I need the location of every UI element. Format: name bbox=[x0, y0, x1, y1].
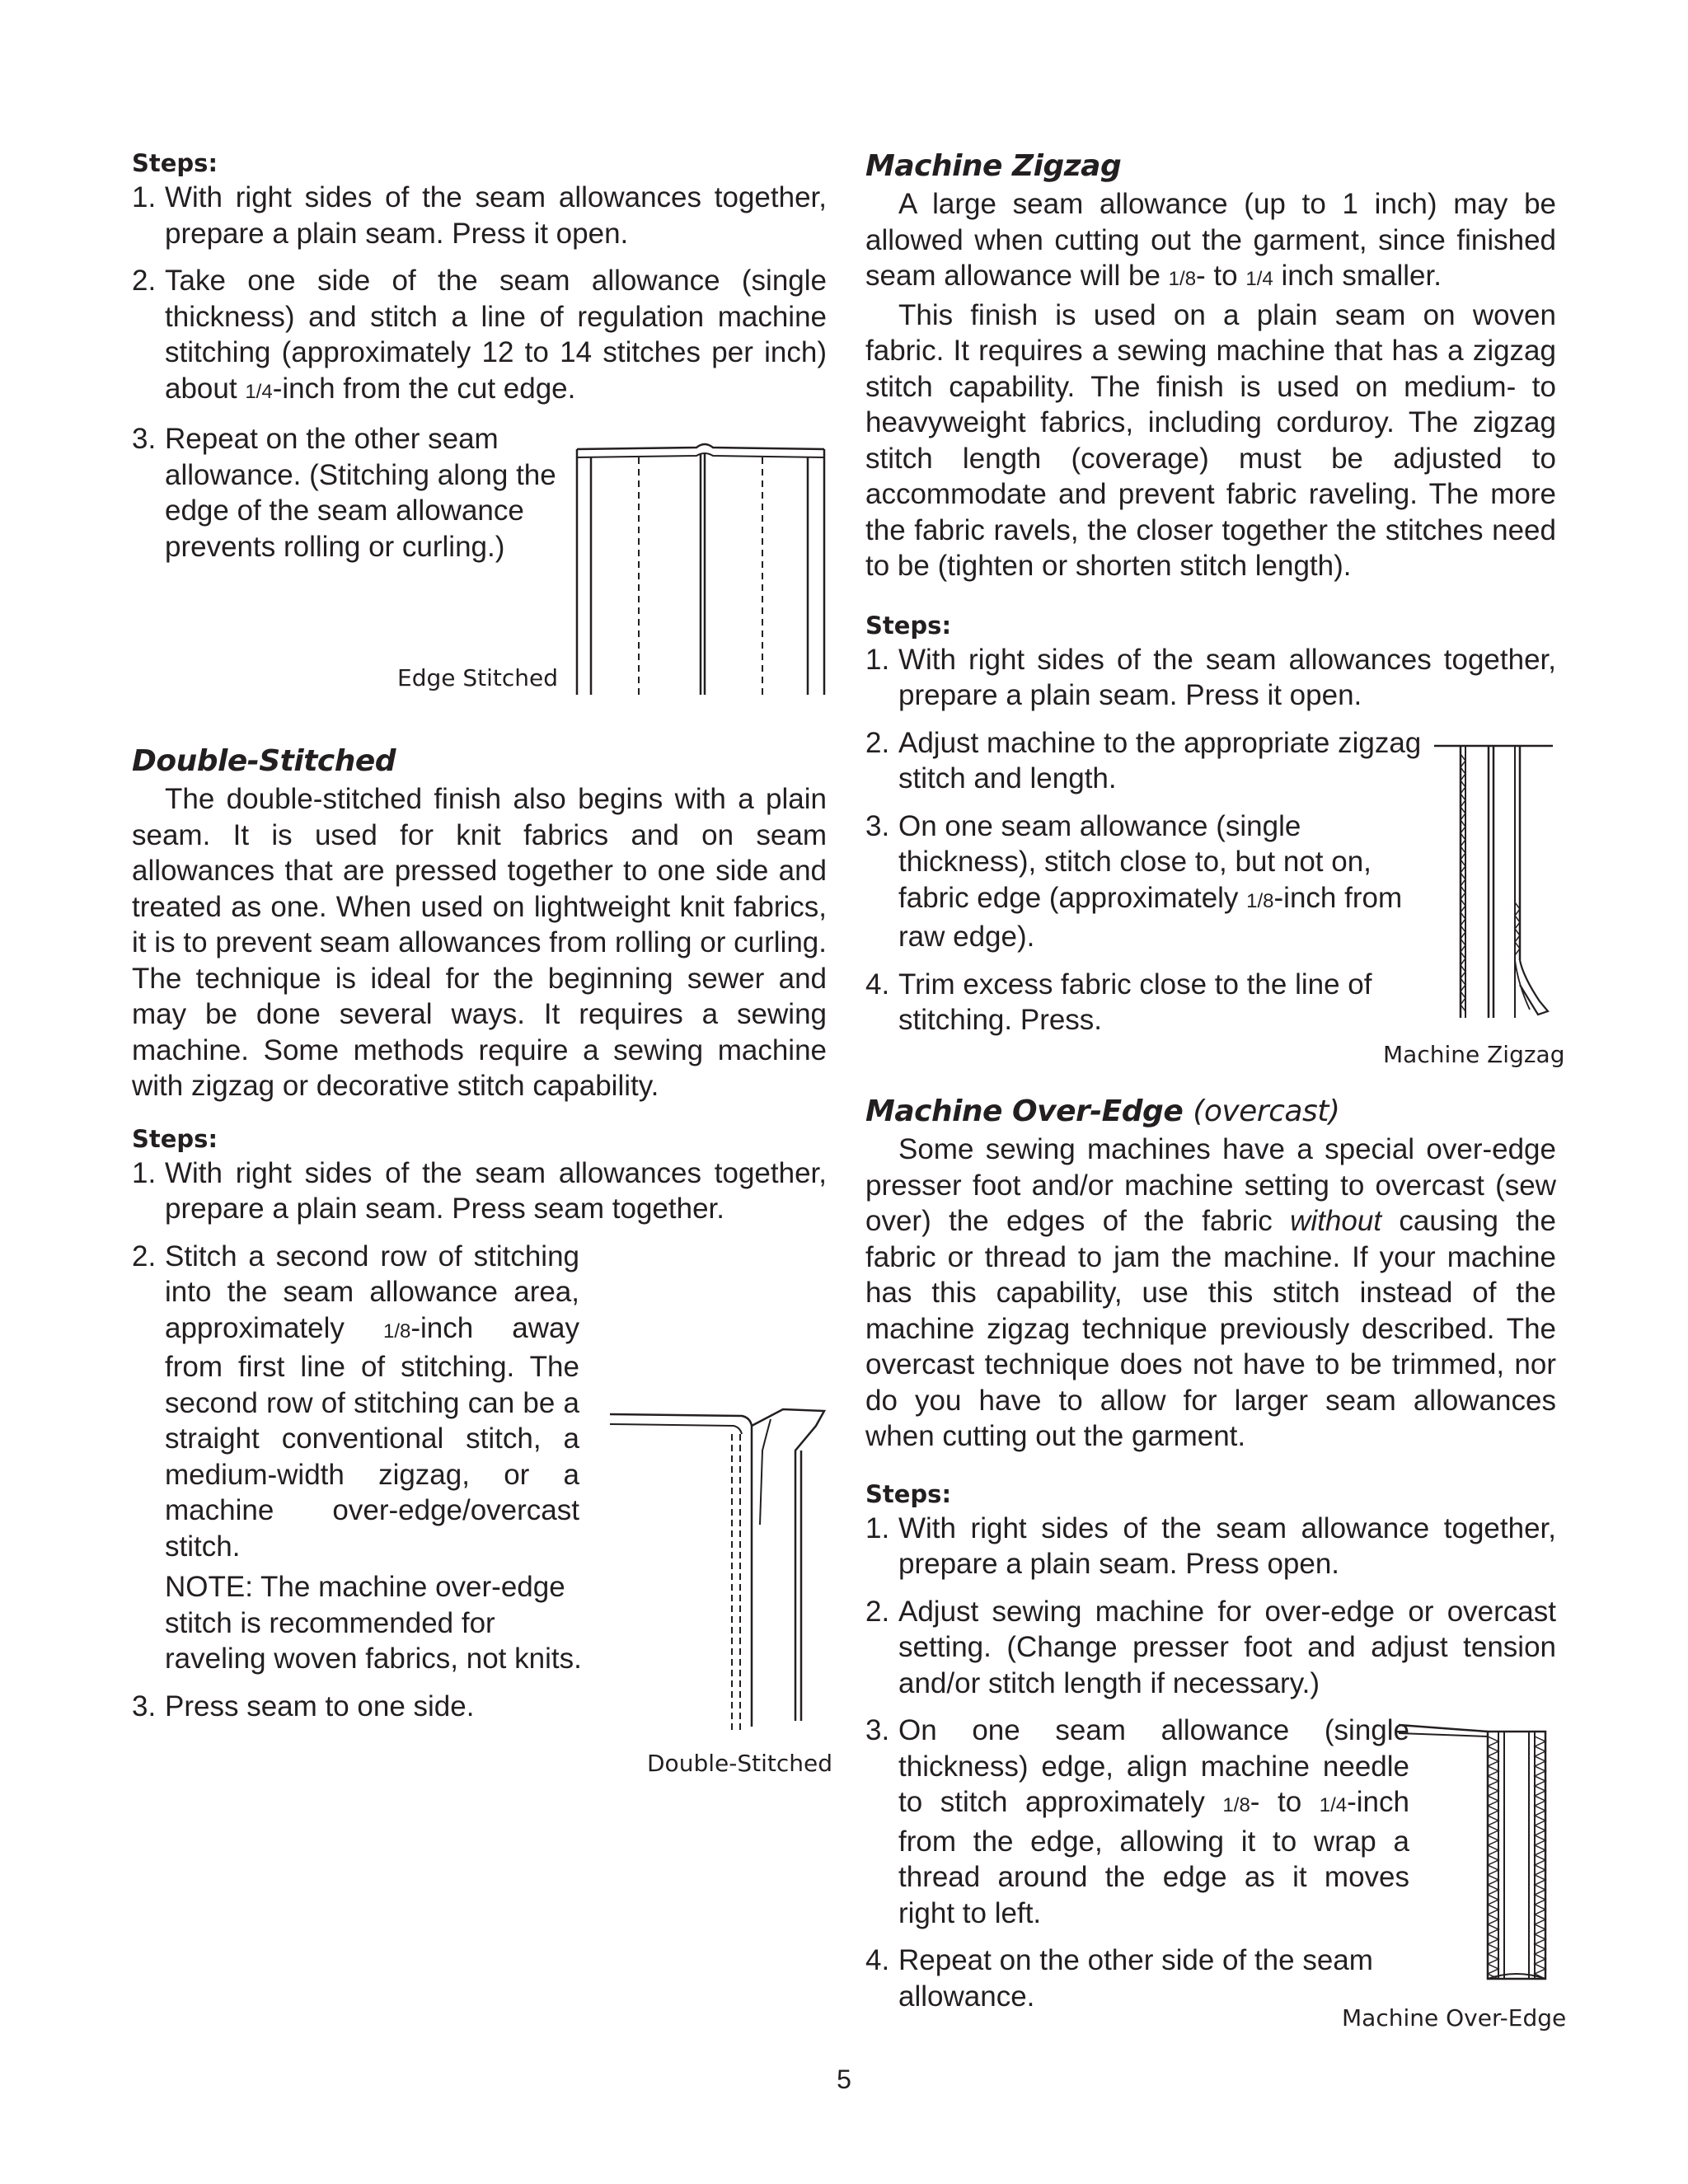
text: - to bbox=[1196, 260, 1246, 292]
list-item bbox=[132, 263, 827, 410]
step-text: On one seam allowance (single thickness) edge, align machine needle to stitch approximately bbox=[898, 1714, 1409, 1818]
step-number: 1. bbox=[132, 1156, 157, 1189]
double-stitched-figure bbox=[610, 1401, 832, 1731]
list-item bbox=[865, 642, 1556, 714]
list-item bbox=[865, 967, 1426, 1038]
machine-over-edge-heading bbox=[865, 1092, 1556, 1132]
step-text: Take one side of the seam allowance (single thickness) and stitch a line of regulation machine stitching (approximately 12 to 14 stitches per inch) about bbox=[165, 265, 827, 405]
fraction: 1/8 bbox=[382, 1319, 411, 1343]
step-number: 2. bbox=[865, 726, 890, 759]
page-number: 5 bbox=[837, 2064, 851, 2094]
machine-zigzag-heading: Machine Zigzag bbox=[865, 149, 1122, 183]
step-text: Repeat on the other seam allowance. (Stitching along the edge of the seam allowance prevents rolling or curling.) bbox=[165, 423, 556, 563]
step-text: -inch from the edge, allowing it to wrap a thread around the edge as it moves right to left. bbox=[898, 1786, 1409, 1929]
list-item bbox=[865, 1594, 1556, 1702]
fraction: 1/8 bbox=[1168, 268, 1197, 290]
note: NOTE: The machine over-edge stitch is recommended for raveling woven fabrics, not knits. bbox=[165, 1571, 582, 1675]
step-text: Repeat on the other side of the seam allowance. bbox=[898, 1944, 1373, 2013]
step-number: 4. bbox=[865, 968, 890, 1001]
step-text: With right sides of the seam allowances together, prepare a plain seam. Press it open. bbox=[165, 181, 827, 250]
edge-stitched-figure bbox=[573, 433, 828, 696]
step-text: Adjust machine to the appropriate zigzag stitch and length. bbox=[898, 726, 1422, 794]
step-number: 1. bbox=[865, 1511, 890, 1544]
steps-label: Steps: bbox=[865, 611, 952, 640]
list-item bbox=[132, 1155, 827, 1227]
fraction: 1/8 bbox=[1246, 889, 1274, 912]
step-text: With right sides of the seam allowance together, prepare a plain seam. Press open. bbox=[898, 1511, 1556, 1580]
text: A large seam allowance (up to 1 inch) may be allowed when cutting out the garment, since finished seam allowance will be bbox=[865, 188, 1556, 292]
zigzag-paragraph-2: This finish is used on a plain seam on woven fabric. It requires a sewing machine that has a zigzag stitch capability. The finish is used on medium- to heavyweight fabrics, including corduroy. The zigzag stitch length (coverage) must be adjusted to accommodate and prevent fabric raveling. The more the fabric ravels, the closer together the stitches need to be (tighten or shorten stitch length). bbox=[865, 298, 1556, 582]
heading-text: Machine Over-Edge bbox=[865, 1094, 1184, 1128]
zigzag-paragraph-1 bbox=[865, 186, 1556, 298]
step-text: Adjust sewing machine for over-edge or overcast setting. (Change presser foot and adjust tension and/or stitch length if necessary.) bbox=[898, 1595, 1556, 1699]
steps-label: Steps: bbox=[132, 149, 218, 177]
machine-zigzag-figure bbox=[1432, 738, 1556, 1022]
list-item bbox=[132, 421, 585, 565]
steps-label: Steps: bbox=[865, 1479, 952, 1508]
step-number: 1. bbox=[132, 181, 157, 213]
step-number: 2. bbox=[865, 1595, 890, 1628]
double-stitched-heading: Double-Stitched bbox=[132, 744, 396, 778]
step-text: With right sides of the seam allowances together, prepare a plain seam. Press it open. bbox=[898, 643, 1556, 711]
edge-stitched-caption: Edge Stitched bbox=[397, 664, 559, 691]
step-number: 1. bbox=[865, 643, 890, 676]
step-number: 2. bbox=[132, 1240, 157, 1272]
list-item bbox=[865, 1943, 1409, 2014]
fraction: 1/4 bbox=[245, 380, 273, 403]
double-stitched-caption: Double-Stitched bbox=[647, 1750, 832, 1777]
list-item bbox=[865, 725, 1426, 797]
step-text: Stitch a second row of stitching into the seam allowance area, approximately bbox=[165, 1240, 579, 1344]
list-item bbox=[865, 1511, 1556, 1582]
step-number: 2. bbox=[132, 265, 157, 297]
step-text: -inch away from first line of stitching. The second row of stitching can be a straight conventional stitch, a medium-width zigzag, or a machine over-edge/overcast stitch. bbox=[165, 1311, 579, 1563]
over-edge-paragraph bbox=[865, 1132, 1556, 1455]
step-text: With right sides of the seam allowances together, prepare a plain seam. Press seam together. bbox=[165, 1156, 827, 1225]
fraction: 1/8 bbox=[1222, 1794, 1250, 1816]
step-text: Press seam to one side. bbox=[165, 1690, 475, 1722]
machine-zigzag-caption: Machine Zigzag bbox=[1383, 1041, 1565, 1068]
step-number: 4. bbox=[865, 1944, 890, 1976]
step-text: Trim excess fabric close to the line of stitching. Press. bbox=[898, 968, 1372, 1036]
fraction: 1/4 bbox=[1245, 268, 1273, 290]
fraction: 1/4 bbox=[1319, 1794, 1348, 1816]
machine-over-edge-caption: Machine Over-Edge bbox=[1342, 2004, 1567, 2032]
text: inch smaller. bbox=[1273, 260, 1442, 292]
double-stitched-paragraph: The double-stitched finish also begins with a plain seam. It is used for knit fabrics and on seam allowances that are pressed together to one side and treated as one. When used on lightweight knit fabrics, it is to prevent seam allowances from rolling or curling. The technique is ideal for the beginning sewer and may be done several ways. It requires a sewing machine. Some methods require a sewing machine with zigzag or decorative stitch capability. bbox=[132, 783, 827, 1102]
text: Some sewing machines have a special over-edge presser foot and/or machine setting to overcast (sew over) the edges of the fabric bbox=[865, 1133, 1556, 1237]
step-number: 3. bbox=[865, 1714, 890, 1746]
list-item bbox=[132, 180, 827, 251]
step-text: -inch from raw edge). bbox=[898, 881, 1403, 953]
list-item bbox=[865, 1713, 1409, 1931]
heading-subtitle: (overcast) bbox=[1193, 1094, 1340, 1128]
step-text: On one seam allowance (single thickness), stitch close to, but not on, fabric edge (approximately bbox=[898, 809, 1372, 914]
step-text: - to bbox=[1250, 1786, 1320, 1818]
step-number: 3. bbox=[132, 1690, 157, 1722]
step-number: 3. bbox=[132, 423, 157, 455]
step-text: -inch from the cut edge. bbox=[272, 372, 576, 405]
text: causing the fabric or thread to jam the machine. If your machine has this capability, use this stitch instead of the machine zigzag technique previously described. The overcast technique does not have to be trimmed, nor do you have to allow for larger seam allowances when cutting out the garment. bbox=[865, 1205, 1556, 1452]
steps-label: Steps: bbox=[132, 1124, 218, 1153]
list-item bbox=[865, 808, 1426, 955]
emphasis: without bbox=[1290, 1205, 1382, 1237]
machine-over-edge-figure bbox=[1397, 1718, 1554, 1982]
step-number: 3. bbox=[865, 809, 890, 842]
